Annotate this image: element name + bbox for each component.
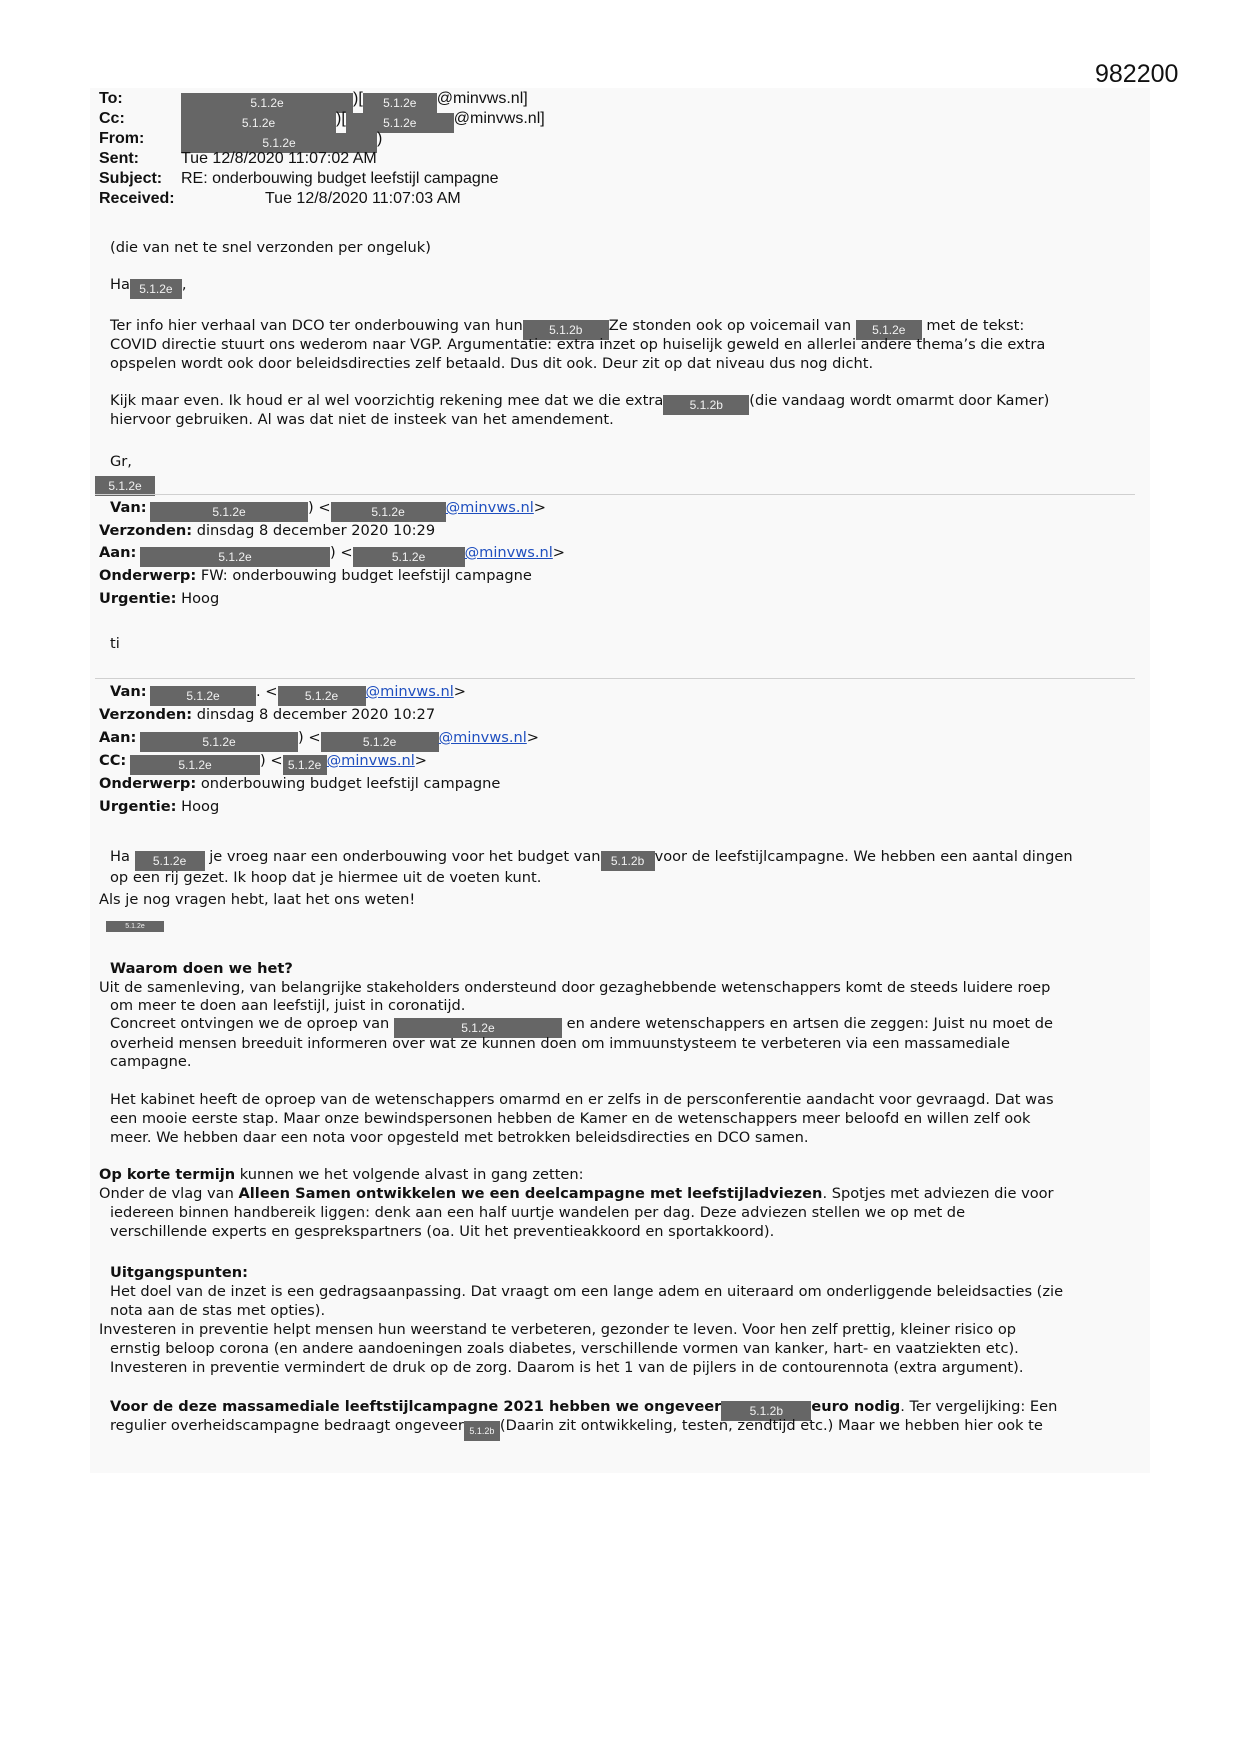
verzonden-label: Verzonden: (99, 706, 193, 723)
text: Kijk maar even. Ik houd er al wel voorzichtig rekening mee dat we die extra (110, 392, 664, 409)
text: (Daarin zit ontwikkeling, testen, zendtijd etc.) Maar we hebben hier ook te (499, 1417, 1043, 1434)
separator-line (95, 494, 1135, 495)
flag-line2: iedereen binnen handbereik liggen: denk aan een half uurtje wandelen per dag. Deze adviezen stellen we op met de (110, 1204, 966, 1221)
received-value: Tue 12/8/2020 11:07:03 AM (265, 190, 461, 207)
fwd2-van-value (150, 682, 466, 706)
email-link[interactable]: @minvws.nl (445, 499, 534, 516)
subject-label: Subject: (99, 170, 163, 187)
fwd2-cc (99, 751, 126, 770)
text: Onder de vlag van (99, 1185, 239, 1202)
redaction-box: 5.1.2e (140, 547, 330, 567)
redaction-box: 5.1.2e (278, 686, 366, 706)
cabinet-line1: Het kabinet heeft de oproep van de wetenschappers omarmd en er zelfs in de persconferentie aandacht voor gevraagd. Dat was (110, 1091, 1054, 1108)
email-link[interactable]: @minvws.nl (365, 683, 454, 700)
cc-label: Cc: (99, 110, 125, 127)
reply-closing: Gr, (110, 453, 132, 470)
redaction-box: 5.1.2e (283, 755, 327, 775)
msg-signature (106, 914, 164, 933)
flag-line3: verschillende experts en gesprekspartners (oa. Uit het preventieakkoord en sportakkoord). (110, 1223, 775, 1240)
heading-why: Waarom doen we het? (110, 960, 293, 977)
text: (die vandaag wordt omarmt door Kamer) (749, 392, 1050, 409)
text: voor de leefstijlcampagne. We hebben een aantal dingen (654, 848, 1073, 865)
urgentie-value: Hoog (181, 798, 220, 815)
text: ) < (298, 729, 321, 746)
email-link[interactable]: @minvws.nl (464, 544, 553, 561)
principles-line2: nota aan de stas met opties). (110, 1302, 326, 1319)
fwd1-urgentie (99, 589, 219, 608)
text: . Spotjes met adviezen die voor (822, 1185, 1054, 1202)
campaign-bold: Alleen Samen ontwikkelen we een deelcampagne met leefstijladviezen (238, 1185, 823, 1202)
fwd1-verzonden (99, 521, 435, 540)
verzonden-label: Verzonden: (99, 522, 193, 539)
text: Ha (110, 848, 130, 865)
cc-separator: )[ (336, 110, 346, 127)
redaction-box: 5.1.2b (663, 395, 749, 415)
from-close: ) (377, 130, 383, 147)
urgentie-value: Hoog (181, 590, 220, 607)
fwd1-body: ti (110, 635, 120, 652)
heading-principles: Uitgangspunten: (110, 1264, 248, 1281)
fwd1-aan (99, 543, 136, 562)
redaction-box: 5.1.2e (150, 502, 308, 522)
header-subject (99, 169, 162, 189)
text: > (533, 499, 547, 516)
email-link[interactable]: @minvws.nl (326, 752, 415, 769)
invest-line3: Investeren in preventie vermindert de druk op de zorg. Daarom is het 1 van de pijlers in de contourennota (extra argument). (110, 1359, 1024, 1376)
redaction-box: 5.1.2e (95, 476, 155, 496)
fwd2-aan (99, 728, 136, 747)
redaction-box: 5.1.2e (150, 686, 256, 706)
header-sent (99, 149, 139, 169)
verzonden-value: dinsdag 8 december 2020 10:29 (196, 522, 436, 539)
redaction-box: 5.1.2e (331, 502, 446, 522)
aan-label: Aan: (99, 729, 137, 746)
header-to (99, 89, 123, 109)
fwd1-van (110, 498, 147, 517)
text: > (552, 544, 566, 561)
text: ) < (330, 544, 353, 561)
short-term-bold: Op korte termijn (99, 1166, 236, 1183)
why-line2: om meer te doen aan leefstijl, juist in coronatijd. (110, 997, 466, 1014)
text: ) < (308, 499, 331, 516)
budget-bold: euro nodig (811, 1398, 901, 1415)
reply-signature (95, 472, 155, 496)
sent-value: Tue 12/8/2020 11:07:02 AM (181, 150, 377, 167)
text: je vroeg naar een onderbouwing voor het budget van (209, 848, 601, 865)
subject-value: RE: onderbouwing budget leefstijl campagne (181, 170, 499, 187)
redaction-box: 5.1.2e (106, 921, 164, 932)
redaction-box: 5.1.2b (523, 320, 609, 340)
text: Ze stonden ook op voicemail van (608, 317, 852, 334)
onderwerp-value: FW: onderbouwing budget leefstijl campagne (200, 567, 532, 584)
msg-intro-line3: Als je nog vragen hebt, laat het ons weten! (99, 891, 416, 908)
header-cc (99, 109, 125, 129)
fwd2-van (110, 682, 147, 701)
sent-label: Sent: (99, 150, 139, 167)
redaction-box: 5.1.2e (181, 133, 377, 153)
fwd1-onderwerp (99, 566, 532, 585)
redaction-box: 5.1.2e (363, 93, 437, 113)
fwd1-aan-value (140, 543, 565, 567)
text: Concreet ontvingen we de oproep van (110, 1015, 390, 1032)
why-line4: overheid mensen breeduit informeren over wat ze kunnen doen om immuunstysteem te verbeteren via een massamediale (110, 1035, 1010, 1052)
redaction-box: 5.1.2b (464, 1421, 500, 1441)
redaction-box: 5.1.2e (856, 320, 922, 340)
redaction-box: 5.1.2e (181, 93, 353, 113)
text: . < (256, 683, 278, 700)
cabinet-line3: meer. We hebben daar een nota voor opgesteld met betrokken beleidsdirecties en DCO samen. (110, 1129, 809, 1146)
flag-line1 (99, 1184, 1054, 1203)
cabinet-line2: een mooie eerste stap. Maar onze bewindspersonen hebben de Kamer en de wetenschappers meer beloofd en willen zelf ook (110, 1110, 1031, 1127)
greeting-comma: , (181, 276, 187, 293)
why-line1: Uit de samenleving, van belangrijke stakeholders ondersteund door gezaghebbende wetenschappers komt de steeds luidere roep (99, 979, 1051, 996)
why-line5: campagne. (110, 1053, 192, 1070)
text: met de tekst: (926, 317, 1025, 334)
fwd2-aan-value (140, 728, 539, 752)
reply-p1-line3: opspelen wordt ook door beleidsdirecties zelf betaald. Dus dit ook. Deur zit op dat niveau dus nog dicht. (110, 355, 874, 372)
msg-intro-line2: op een rij gezet. Ik hoop dat je hiermee uit de voeten kunt. (110, 869, 542, 886)
greeting-word: Ha (110, 276, 130, 293)
redaction-box: 5.1.2e (346, 113, 454, 133)
text: kunnen we het volgende alvast in gang zetten: (235, 1166, 584, 1183)
reply-p2-line2: hiervoor gebruiken. Al was dat niet de insteek van het amendement. (110, 411, 614, 428)
text: > (453, 683, 466, 700)
invest-line2: ernstig beloop corona (en andere aandoeningen zoals diabetes, verschillende vormen van kanker, hart- en vaatziekten etc). (110, 1340, 1019, 1357)
text: en andere wetenschappers en artsen die zeggen: Juist nu moet de (566, 1015, 1053, 1032)
redaction-box: 5.1.2e (321, 732, 439, 752)
van-label: Van: (110, 683, 147, 700)
separator-line (95, 678, 1135, 679)
short-term-line (99, 1165, 584, 1184)
text: . Ter vergelijking: Een (900, 1398, 1058, 1415)
principles-line1: Het doel van de inzet is een gedragsaanpassing. Dat vraagt om een lange adem en uiteraard om onderliggende beleidsacties (zie (110, 1283, 1064, 1300)
header-received (99, 189, 175, 209)
from-label: From: (99, 130, 145, 147)
text: > (414, 752, 428, 769)
redaction-box: 5.1.2e (130, 755, 260, 775)
text: ) < (260, 752, 283, 769)
cc-domain: @minvws.nl] (453, 110, 545, 127)
to-label: To: (99, 90, 123, 107)
email-link[interactable]: @minvws.nl (438, 729, 527, 746)
cc-label: CC: (99, 752, 127, 769)
to-separator: )[ (353, 90, 363, 107)
budget-bold: Voor de deze massamediale leeftstijlcampagne 2021 hebben we ongeveer (110, 1398, 722, 1415)
received-label: Received: (99, 190, 175, 207)
redaction-box: 5.1.2e (130, 279, 182, 299)
reply-p1-line2: COVID directie stuurt ons wederom naar VGP. Argumentatie: extra inzet op huiselijk geweld en allerlei andere thema’s die extra (110, 336, 1046, 353)
aan-label: Aan: (99, 544, 137, 561)
onderwerp-label: Onderwerp: (99, 775, 197, 792)
redaction-box: 5.1.2b (601, 851, 655, 871)
onderwerp-value: onderbouwing budget leefstijl campagne (200, 775, 501, 792)
reply-greeting (110, 275, 187, 299)
text: Ter info hier verhaal van DCO ter onderbouwing van hun (110, 317, 523, 334)
fwd2-onderwerp (99, 774, 500, 793)
van-label: Van: (110, 499, 147, 516)
budget-line2 (110, 1416, 1043, 1441)
text: regulier overheidscampagne bedraagt ongeveer (110, 1417, 464, 1434)
to-domain: @minvws.nl] (436, 90, 528, 107)
invest-line1: Investeren in preventie helpt mensen hun weerstand te verbeteren, gezonder te leven. Voor hen zelf prettig, kleiner risico op (99, 1321, 1017, 1338)
urgentie-label: Urgentie: (99, 798, 177, 815)
fwd2-cc-value (130, 751, 427, 775)
redaction-box: 5.1.2e (140, 732, 298, 752)
redaction-box: 5.1.2e (394, 1018, 562, 1038)
verzonden-value: dinsdag 8 december 2020 10:27 (196, 706, 436, 723)
redaction-box: 5.1.2e (135, 851, 205, 871)
redaction-box: 5.1.2e (353, 547, 465, 567)
onderwerp-label: Onderwerp: (99, 567, 197, 584)
text: > (526, 729, 540, 746)
urgentie-label: Urgentie: (99, 590, 177, 607)
fwd1-van-value (150, 498, 546, 522)
fwd2-verzonden (99, 705, 435, 724)
document-number: 982200 (1095, 60, 1179, 88)
fwd2-urgentie (99, 797, 219, 816)
reply-note: (die van net te snel verzonden per ongeluk) (110, 239, 431, 256)
redaction-box: 5.1.2b (721, 1401, 811, 1421)
header-from (99, 129, 144, 149)
redaction-box: 5.1.2e (181, 113, 336, 133)
